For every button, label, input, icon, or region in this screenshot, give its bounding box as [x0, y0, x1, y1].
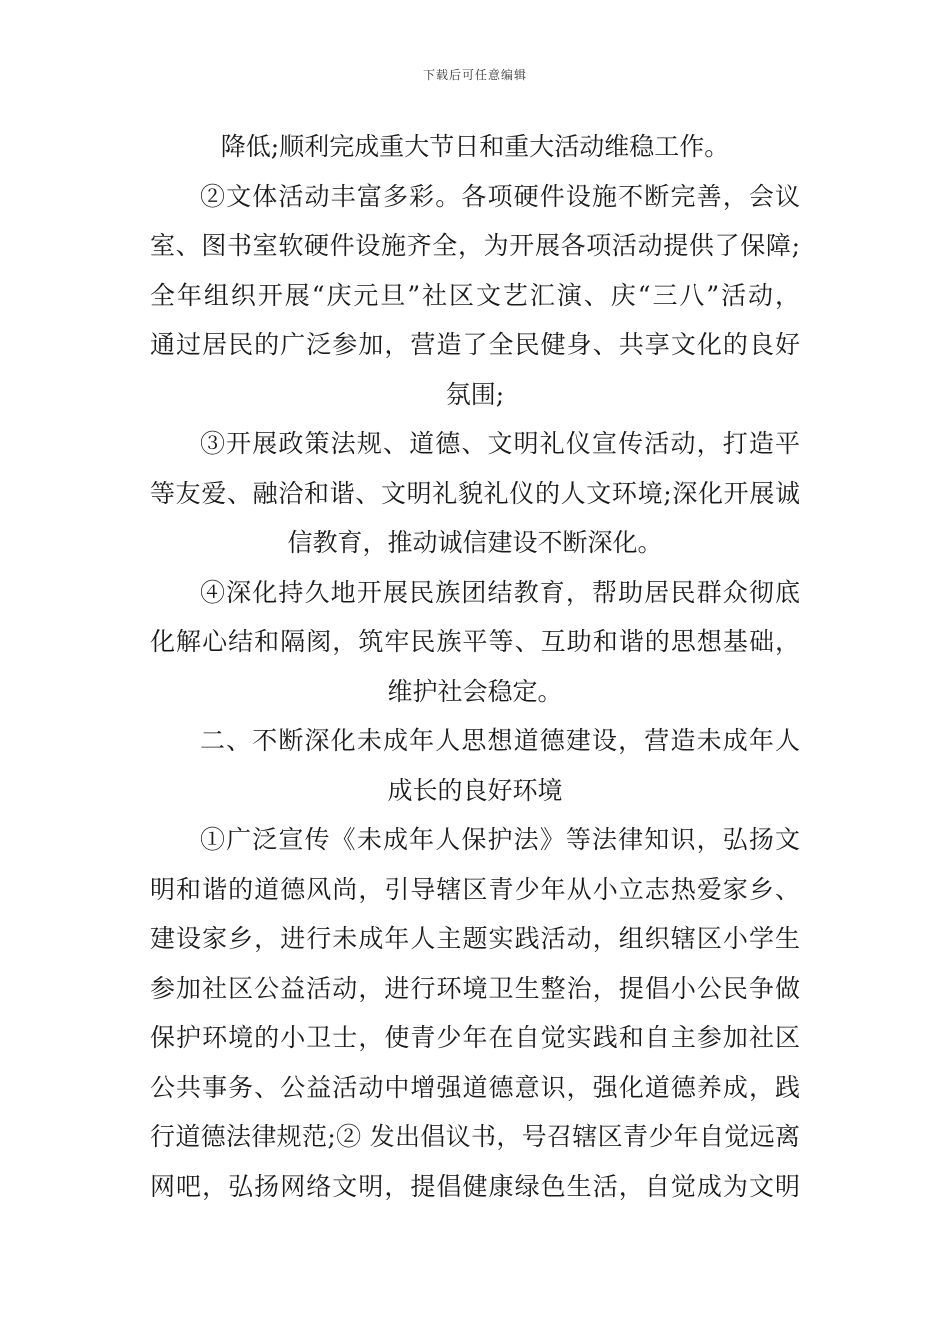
text-line: ①广泛宣传《未成年人保护法》等法律知识，弘扬文	[200, 825, 800, 854]
text-line: 保护环境的小卫士，使青少年在自觉实践和自主参加社区	[150, 1023, 800, 1052]
text-line: ③开展政策法规、道德、文明礼仪宣传活动，打造平	[200, 429, 800, 458]
text-line: 建设家乡，进行未成年人主题实践活动，组织辖区小学生	[150, 924, 800, 953]
text-line: 维护社会稳定。	[387, 676, 563, 706]
text-line: ④深化持久地开展民族团结教育，帮助居民群众彻底	[200, 577, 800, 607]
text-line: 参加社区公益活动，进行环境卫生整治，提倡小公民争做	[150, 973, 800, 1003]
section-heading: 成长的良好环境	[387, 775, 563, 805]
text-line: 等友爱、融洽和谐、文明礼貌礼仪的人文环境;深化开展诚	[150, 478, 800, 508]
text-line: 行道德法律规范;② 发出倡议书，号召辖区青少年自觉远离	[150, 1122, 800, 1151]
section-heading: 二、不断深化未成年人思想道德建设，营造未成年人	[200, 726, 800, 755]
text-line: 公共事务、公益活动中增强道德意识，强化道德养成，践	[150, 1072, 800, 1102]
text-line: ②文体活动丰富多彩。各项硬件设施不断完善，会议	[200, 181, 800, 211]
page-header: 下载后可任意编辑	[422, 68, 527, 82]
text-line: 氛围;	[445, 379, 505, 409]
text-line: 室、图书室软硬件设施齐全，为开展各项活动提供了保障;	[150, 231, 800, 260]
text-line: 信教育，推动诚信建设不断深化。	[287, 528, 663, 557]
text-line: 全年组织开展“庆元旦”社区文艺汇演、庆“三八”活动，	[150, 280, 800, 310]
text-line: 通过居民的广泛参加，营造了全民健身、共享文化的良好	[150, 330, 800, 359]
document-body	[150, 122, 800, 1211]
text-line: 降低;顺利完成重大节日和重大活动维稳工作。	[220, 132, 730, 161]
text-line: 网吧，弘扬网络文明，提倡健康绿色生活，自觉成为文明	[150, 1171, 800, 1201]
text-line: 化解心结和隔阂，筑牢民族平等、互助和谐的思想基础，	[150, 627, 800, 656]
text-line: 明和谐的道德风尚，引导辖区青少年从小立志热爱家乡、	[150, 874, 800, 904]
